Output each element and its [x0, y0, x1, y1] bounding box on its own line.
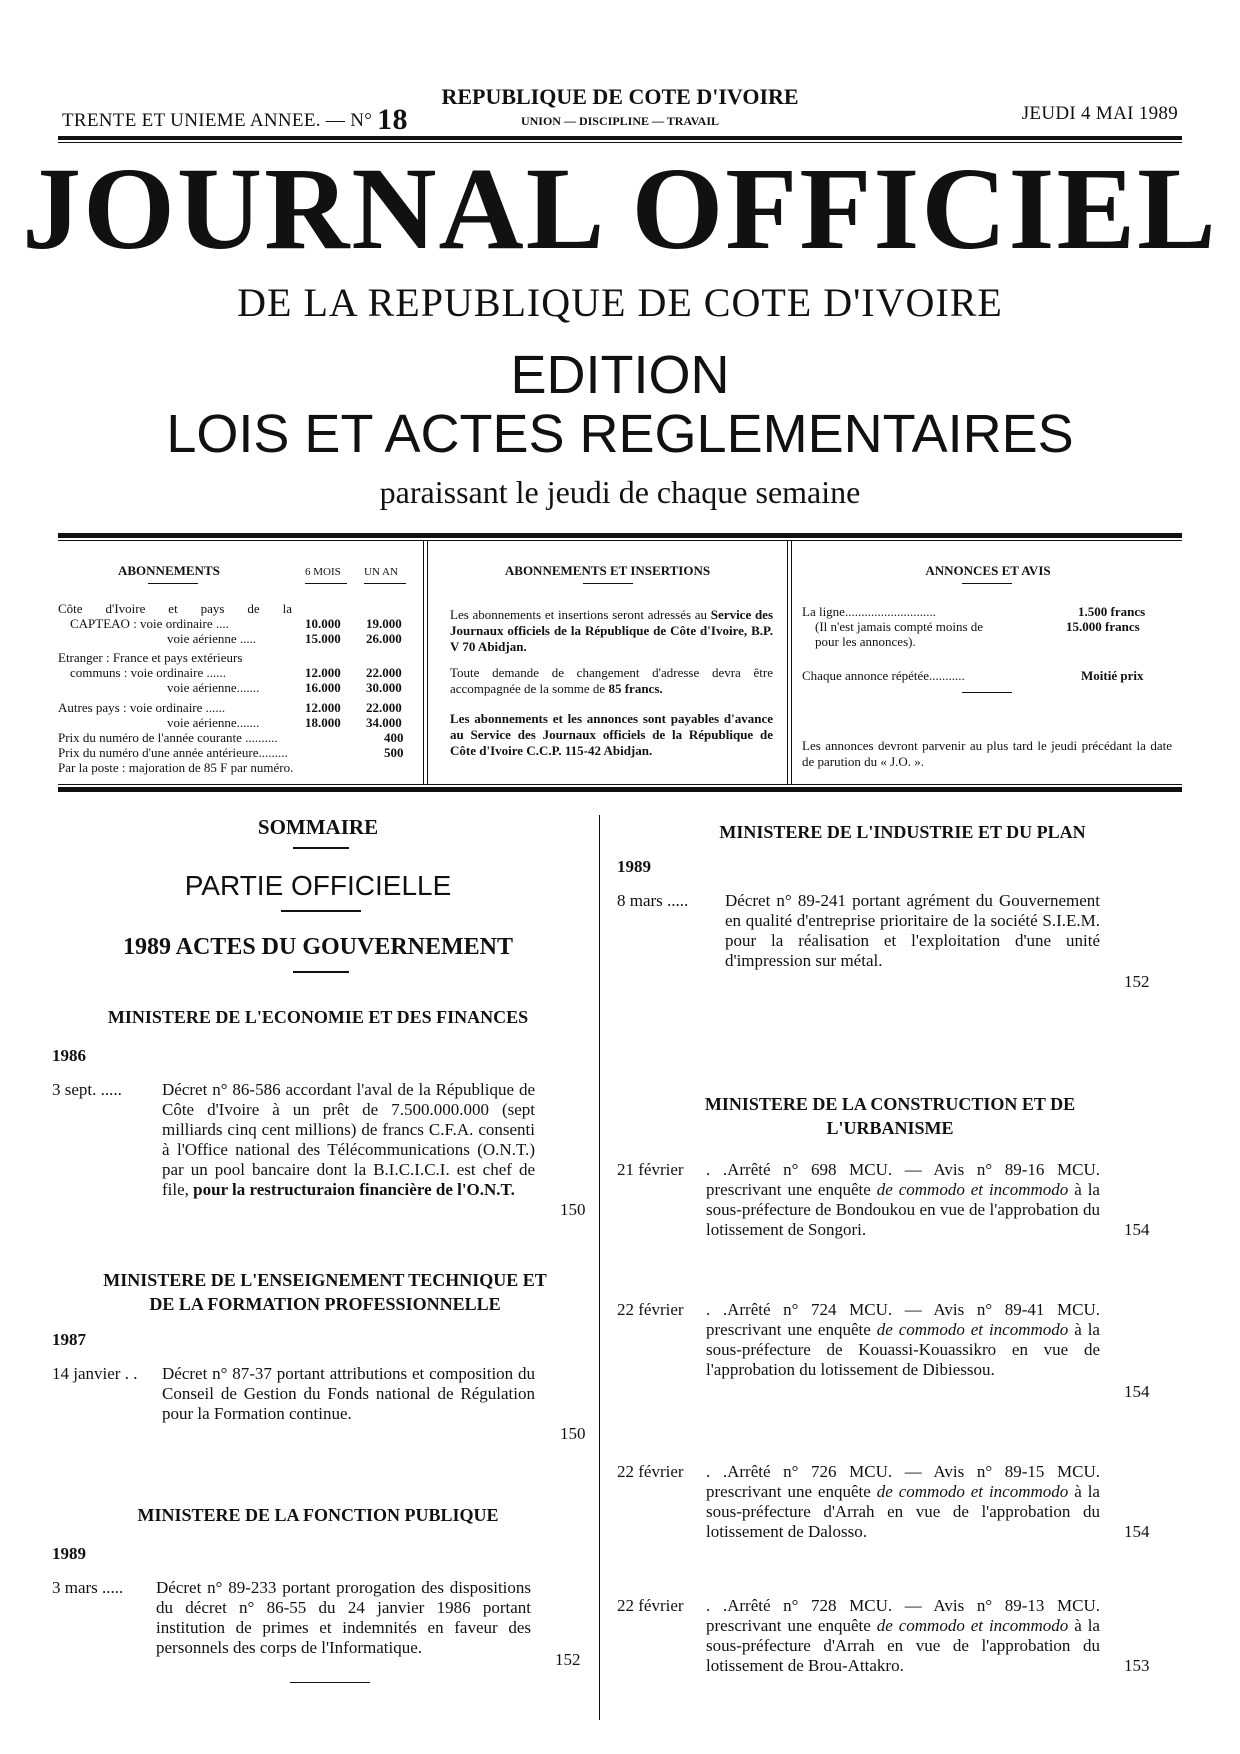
insertions-p2-a: Toute demande de changement d'adresse devra être accompagnée de la somme de [450, 665, 773, 696]
entry-date: 14 janvier . . [52, 1364, 138, 1383]
abo-communs-air: voie aérienne....... [167, 680, 260, 695]
abo-line-cote: Côte d'Ivoire et pays de la [58, 601, 292, 616]
insertions-p2 [450, 665, 773, 697]
abo-communs-ord: communs : voie ordinaire ...... [70, 665, 226, 680]
abo-etranger: Etranger : France et pays extérieurs [58, 650, 243, 665]
entry-rest: à la sous-préfecture d'Arrah en vue de l'approbation du lotissement de Brou-Attakro. [706, 1616, 1100, 1675]
entry-date: 3 mars ..... [52, 1578, 124, 1597]
annonces-repetee-val: Moitié prix [1081, 668, 1144, 683]
entry-rest: à la sous-préfecture d'Arrah en vue de l'approbation du lotissement de Dalosso. [706, 1482, 1100, 1541]
infobox-bottom-rule [58, 787, 1182, 792]
issue-date: JEUDI 4 MAI 1989 [1021, 103, 1178, 124]
abo-communs-air-6: 16.000 [305, 680, 341, 695]
col-1an: UN AN [364, 566, 398, 578]
entry-text [706, 1300, 1100, 1380]
col-1an-rule [364, 583, 406, 584]
republic-motto: UNION — DISCIPLINE — TRAVAIL [520, 114, 720, 128]
abonnements-title-rule [148, 583, 198, 584]
infobox-divider-2b [791, 541, 792, 784]
entry-text [706, 1462, 1100, 1542]
entry-italic: de commodo et incommodo [876, 1180, 1069, 1199]
entry-date: 22 février [617, 1462, 684, 1481]
entry-text [162, 1080, 535, 1200]
abo-capteao-air-1: 26.000 [366, 631, 402, 646]
abo-prix-courant: Prix du numéro de l'année courante .......... [58, 730, 278, 745]
entry-text [706, 1160, 1100, 1240]
end-rule [290, 1682, 370, 1683]
actes-rule [293, 971, 349, 973]
abo-prix-courant-val: 400 [384, 730, 404, 745]
abo-autres-ord-6: 12.000 [305, 700, 341, 715]
column-divider [599, 815, 600, 1720]
entry-text [706, 1596, 1100, 1676]
partie-rule [281, 910, 361, 912]
infobox-bottom-rule-thin [58, 784, 1182, 785]
entry-page: 154 [1124, 1382, 1150, 1401]
entry-lead: . .Arrêté n° 726 MCU. — Avis n° 89-15 MCU. prescrivant une enquête [706, 1462, 1100, 1501]
insertions-title-rule [583, 583, 633, 584]
abo-communs-ord-6: 12.000 [305, 665, 341, 680]
entry-date: 21 février [617, 1160, 684, 1179]
entry-page: 152 [1124, 972, 1150, 991]
masthead-rule-thick [58, 136, 1182, 140]
entry-page: 152 [555, 1650, 581, 1669]
republic-title: REPUBLIQUE DE COTE D'IVOIRE [441, 84, 799, 109]
journal-subtitle: DE LA REPUBLIQUE DE COTE D'IVOIRE [237, 280, 1003, 325]
actes-gouvernement: 1989 ACTES DU GOUVERNEMENT [122, 934, 514, 960]
annonces-title: ANNONCES ET AVIS [925, 563, 1051, 578]
entry-page: 150 [560, 1424, 586, 1443]
entry-page: 154 [1124, 1522, 1150, 1541]
abonnements-title: ABONNEMENTS [118, 563, 220, 578]
entry-page: 150 [560, 1200, 586, 1219]
abo-capteao-ord-1: 19.000 [366, 616, 402, 631]
abo-autres-ord-1: 22.000 [366, 700, 402, 715]
entry-lead: . .Arrêté n° 724 MCU. — Avis n° 89-41 MCU. prescrivant une enquête [706, 1300, 1100, 1339]
abo-autres-air-6: 18.000 [305, 715, 341, 730]
entry-rest: à la sous-préfecture de Bondoukou en vue de l'approbation du lotissement de Songori. [706, 1180, 1100, 1239]
abo-autres-air-1: 34.000 [366, 715, 402, 730]
ministry-construction: MINISTERE DE LA CONSTRUCTION ET DE L'URBANISME [704, 1094, 1076, 1138]
entry-page: 154 [1124, 1220, 1150, 1239]
annonces-note2: pour les annonces). [815, 634, 916, 649]
entry-lead: . .Arrêté n° 728 MCU. — Avis n° 89-13 MCU. prescrivant une enquête [706, 1596, 1100, 1635]
insertions-p1 [450, 607, 773, 655]
abo-capteao-ord: CAPTEAO : voie ordinaire .... [70, 616, 229, 631]
entry-text-a: Décret n° 86-586 accordant l'aval de la République de Côte d'Ivoire à un prêt de 7.500.000.000 (sept milliards cinq cent millions) de francs C.F.A. consenti à l'Office national des Télécommunications (O.N.T.) par un pool bancaire dont la B.I.C.I.C.I. est chef de file, [162, 1080, 535, 1199]
annonces-title-rule [962, 583, 1012, 584]
infobox-top-rule [58, 533, 1182, 538]
entry-page: 153 [1124, 1656, 1150, 1675]
annonces-ligne-val: 1.500 francs [1078, 604, 1146, 619]
entry-text: Décret n° 89-233 portant prorogation des dispositions du décret n° 86-55 du 24 janvier 1986 portant institution de primes et indemnités en faveur des personnels des corps de l'Informatique. [156, 1578, 531, 1657]
sommaire-rule [293, 847, 349, 849]
insertions-p3: Les abonnements et les annonces sont payables d'avance au Service des Journaux officiels de la République de Côte d'Ivoire C.C.P. 115-42 Abidjan. [450, 711, 773, 758]
entry-italic: de commodo et incommodo [876, 1482, 1069, 1501]
ministry-economie: MINISTERE DE L'ECONOMIE ET DES FINANCES [107, 1007, 529, 1027]
entry-text: Décret n° 89-241 portant agrément du Gouvernement en qualité d'entreprise prioritaire de la société S.I.E.M. pour la réalisation et l'exploitation d'une unité d'impression sur métal. [725, 891, 1100, 970]
abo-communs-air-1: 30.000 [366, 680, 402, 695]
annonces-delai: Les annonces devront parvenir au plus tard le jeudi précédant la date de parution du « J.O. ». [802, 738, 1172, 769]
partie-officielle: PARTIE OFFICIELLE [184, 870, 452, 901]
entry-date: 22 février [617, 1596, 684, 1615]
insertions-p1-b: Service des Journaux officiels de la République de Côte d'Ivoire, B.P. V 70 Abidjan. [450, 607, 774, 654]
infobox-divider-2a [787, 541, 788, 784]
ministry-industrie: MINISTERE DE L'INDUSTRIE ET DU PLAN [719, 822, 1086, 842]
year-1989-right: 1989 [617, 857, 651, 876]
col-6mois: 6 MOIS [305, 566, 341, 578]
journal-title: JOURNAL OFFICIEL [22, 143, 1218, 274]
abo-autres-ord: Autres pays : voie ordinaire ...... [58, 700, 226, 715]
publication-frequency: paraissant le jeudi de chaque semaine [379, 474, 861, 510]
abo-capteao-ord-6: 10.000 [305, 616, 341, 631]
sommaire-title: SOMMAIRE [257, 815, 379, 839]
year-1986: 1986 [52, 1046, 86, 1065]
annonces-note-val: 15.000 francs [1066, 619, 1140, 634]
insertions-title: ABONNEMENTS ET INSERTIONS [504, 563, 711, 578]
insertions-p1-a: Les abonnements et insertions seront adressés au [450, 607, 708, 622]
annonces-ligne: La ligne............................ [802, 604, 936, 619]
entry-text-b: pour la restructuraion financière de l'O.N.T. [193, 1180, 515, 1199]
abo-capteao-air: voie aérienne ..... [167, 631, 257, 646]
col-6mois-rule [305, 583, 347, 584]
entry-text: Décret n° 87-37 portant attributions et composition du Conseil de Gestion du Fonds national de Régulation pour la Formation continue. [162, 1364, 535, 1423]
annonces-rule [962, 692, 1012, 693]
issue-year-label: TRENTE ET UNIEME ANNEE. — N° [62, 110, 373, 131]
abo-autres-air: voie aérienne....... [167, 715, 260, 730]
ministry-enseignement: MINISTERE DE L'ENSEIGNEMENT TECHNIQUE ET DE LA FORMATION PROFESSIONNELLE [103, 1270, 547, 1314]
edition-name: LOIS ET ACTES REGLEMENTAIRES [166, 404, 1074, 464]
issue-number: 18 [377, 103, 408, 136]
entry-lead: . .Arrêté n° 698 MCU. — Avis n° 89-16 MCU. prescrivant une enquête [706, 1160, 1100, 1199]
abo-communs-ord-1: 22.000 [366, 665, 402, 680]
year-1989: 1989 [52, 1544, 86, 1563]
entry-date: 22 février [617, 1300, 684, 1319]
annonces-note: (Il n'est jamais compté moins de [815, 619, 984, 634]
edition-label: EDITION [510, 345, 730, 405]
infobox-divider-1a [423, 541, 424, 784]
abo-prix-ant: Prix du numéro d'une année antérieure......... [58, 745, 288, 760]
entry-date: 3 sept. ..... [52, 1080, 122, 1099]
entry-italic: de commodo et incommodo [876, 1616, 1069, 1635]
infobox-top-rule-thin [58, 540, 1182, 541]
abo-poste: Par la poste : majoration de 85 F par numéro. [58, 760, 294, 775]
annonces-repetee: Chaque annonce répétée........... [802, 668, 965, 683]
abo-prix-ant-val: 500 [384, 745, 404, 760]
infobox-divider-1b [427, 541, 428, 784]
entry-rest: à la sous-préfecture de Kouassi-Kouassikro en vue de l'approbation du lotissement de Dibiessou. [706, 1320, 1100, 1379]
insertions-p2-b: 85 francs. [608, 681, 663, 696]
entry-italic: de commodo et incommodo [876, 1320, 1069, 1339]
ministry-fonction-publique: MINISTERE DE LA FONCTION PUBLIQUE [137, 1505, 499, 1525]
year-1987: 1987 [52, 1330, 86, 1349]
abo-capteao-air-6: 15.000 [305, 631, 341, 646]
entry-date: 8 mars ..... [617, 891, 689, 910]
